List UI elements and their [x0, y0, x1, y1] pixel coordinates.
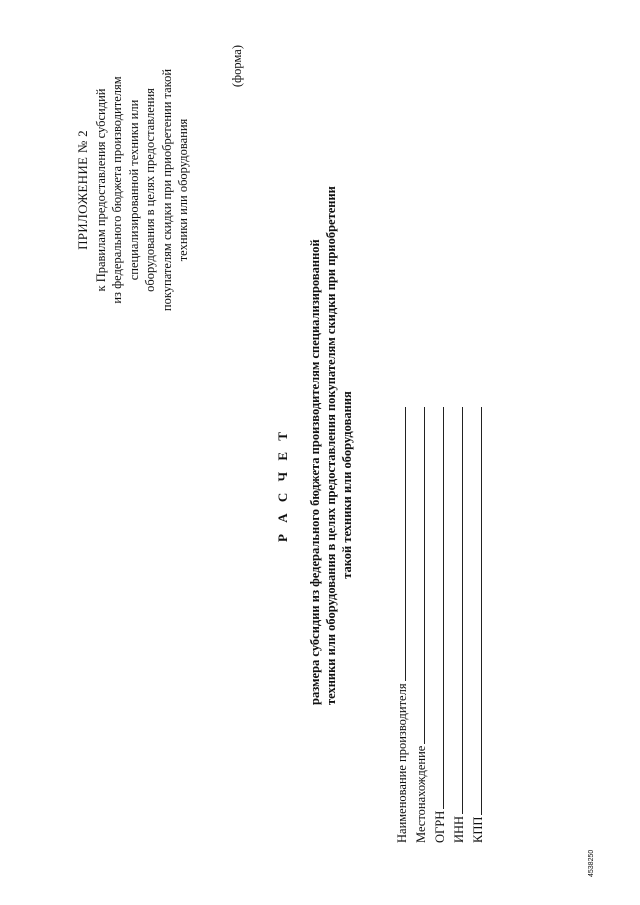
field-inn[interactable]: [447, 407, 466, 843]
form-fields: [390, 407, 485, 843]
appendix-line: техники или оборудования: [176, 118, 190, 262]
appendix-block: [75, 60, 192, 320]
field-label: КПП: [471, 816, 485, 843]
heading-line: размера субсидии из федерального бюджета производителям специализированной: [308, 239, 322, 705]
appendix-line: из федерального бюджета производителям: [110, 76, 124, 304]
heading-line: такой техники или оборудования: [340, 391, 354, 579]
fill-line[interactable]: [461, 407, 463, 814]
field-manufacturer-name[interactable]: [390, 407, 409, 843]
field-label: ОГРН: [433, 810, 447, 843]
appendix-line: оборудования в целях предоставления: [143, 88, 157, 292]
heading-title: Р А С Ч Е Т: [275, 428, 290, 542]
heading-line: техники или оборудования в целях предоставления покупателям скидки при приобретении: [324, 186, 338, 705]
fill-line[interactable]: [442, 407, 444, 809]
document-heading: [275, 186, 355, 705]
field-label: Наименование производителя: [395, 683, 409, 843]
field-label: ИНН: [452, 815, 466, 843]
field-kpp[interactable]: [466, 407, 485, 843]
field-ogrn[interactable]: [428, 407, 447, 843]
fill-line[interactable]: [480, 407, 482, 815]
field-location[interactable]: [409, 407, 428, 843]
fill-line[interactable]: [404, 407, 406, 681]
field-label: Местонахождение: [414, 745, 428, 843]
appendix-line: специализированной техники или: [126, 99, 141, 281]
form-label: (форма): [230, 45, 244, 88]
appendix-line: покупателям скидки при приобретении такой: [159, 68, 174, 312]
fill-line[interactable]: [423, 407, 425, 744]
appendix-line: к Правилам предоставления субсидий: [93, 88, 108, 292]
document-number: 4538250: [588, 849, 595, 877]
appendix-title: ПРИЛОЖЕНИЕ № 2: [75, 130, 90, 250]
